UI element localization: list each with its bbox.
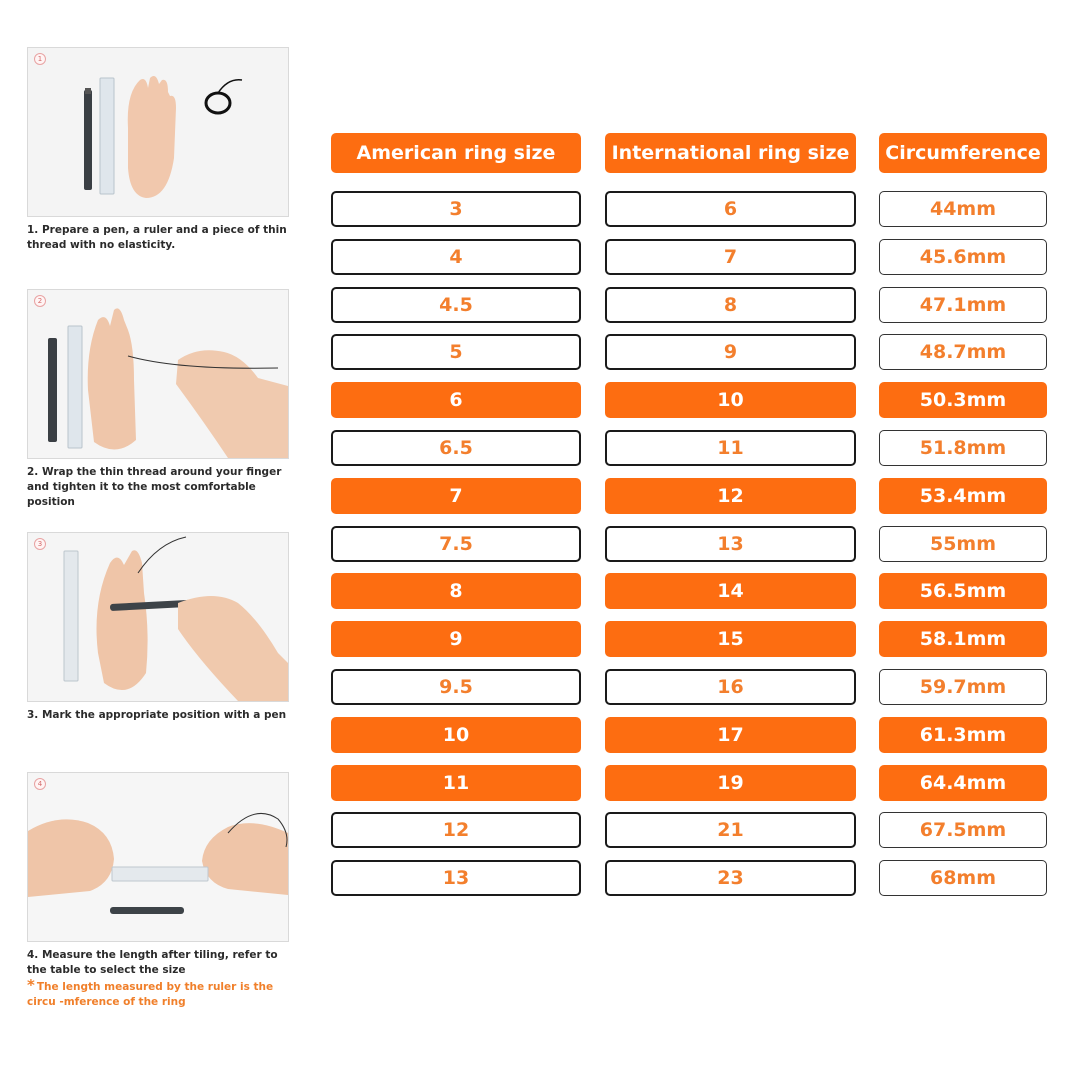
american-size-cell: 5 xyxy=(331,334,581,370)
column-international-size xyxy=(605,133,856,908)
international-size-cell: 7 xyxy=(605,239,856,275)
international-size-cell: 19 xyxy=(605,765,856,801)
step-3-photo xyxy=(27,532,289,702)
american-size-cell: 6.5 xyxy=(331,430,581,466)
step-number-badge: 1 xyxy=(34,53,46,65)
american-size-cell: 11 xyxy=(331,765,581,801)
circumference-cell: 56.5mm xyxy=(879,573,1047,609)
american-size-cell: 10 xyxy=(331,717,581,753)
asterisk-icon: * xyxy=(27,976,35,994)
circumference-cell: 51.8mm xyxy=(879,430,1047,466)
column-circumference xyxy=(879,133,1047,908)
circumference-cell: 67.5mm xyxy=(879,812,1047,848)
circumference-cell: 59.7mm xyxy=(879,669,1047,705)
header-american-size: American ring size xyxy=(331,133,581,173)
american-size-cell: 7.5 xyxy=(331,526,581,562)
international-size-cell: 13 xyxy=(605,526,856,562)
step-2-photo xyxy=(27,289,289,459)
american-size-cell: 13 xyxy=(331,860,581,896)
circumference-cell: 68mm xyxy=(879,860,1047,896)
american-size-cell: 7 xyxy=(331,478,581,514)
circumference-cell: 47.1mm xyxy=(879,287,1047,323)
international-size-cells xyxy=(605,191,856,896)
american-size-cells xyxy=(331,191,581,896)
step-number-badge: 2 xyxy=(34,295,46,307)
international-size-cell: 23 xyxy=(605,860,856,896)
step-number-badge: 4 xyxy=(34,778,46,790)
step-number-badge: 3 xyxy=(34,538,46,550)
circumference-cell: 45.6mm xyxy=(879,239,1047,275)
international-size-cell: 10 xyxy=(605,382,856,418)
measurement-note-text: The length measured by the ruler is the circu -mference of the ring xyxy=(27,981,274,1008)
circumference-cell: 55mm xyxy=(879,526,1047,562)
step-2 xyxy=(27,289,289,510)
column-american-size xyxy=(331,133,581,908)
circumference-cell: 53.4mm xyxy=(879,478,1047,514)
american-size-cell: 4 xyxy=(331,239,581,275)
step-1-photo xyxy=(27,47,289,217)
step-1 xyxy=(27,47,289,253)
circumference-cell: 48.7mm xyxy=(879,334,1047,370)
step-1-caption: 1. Prepare a pen, a ruler and a piece of thin thread with no elasticity. xyxy=(27,224,287,251)
header-circumference: Circumference xyxy=(879,133,1047,173)
circumference-cells xyxy=(879,191,1047,896)
step-4 xyxy=(27,772,289,1010)
american-size-cell: 9.5 xyxy=(331,669,581,705)
american-size-cell: 9 xyxy=(331,621,581,657)
international-size-cell: 6 xyxy=(605,191,856,227)
circumference-cell: 58.1mm xyxy=(879,621,1047,657)
measurement-note xyxy=(27,978,289,1010)
international-size-cell: 16 xyxy=(605,669,856,705)
international-size-cell: 14 xyxy=(605,573,856,609)
american-size-cell: 6 xyxy=(331,382,581,418)
american-size-cell: 12 xyxy=(331,812,581,848)
american-size-cell: 8 xyxy=(331,573,581,609)
step-3 xyxy=(27,532,289,723)
circumference-cell: 64.4mm xyxy=(879,765,1047,801)
circumference-cell: 61.3mm xyxy=(879,717,1047,753)
circumference-cell: 50.3mm xyxy=(879,382,1047,418)
circumference-cell: 44mm xyxy=(879,191,1047,227)
step-4-caption: 4. Measure the length after tiling, refer to the table to select the size xyxy=(27,949,278,976)
international-size-cell: 15 xyxy=(605,621,856,657)
header-international-size: International ring size xyxy=(605,133,856,173)
international-size-cell: 21 xyxy=(605,812,856,848)
step-4-photo xyxy=(27,772,289,942)
american-size-cell: 3 xyxy=(331,191,581,227)
international-size-cell: 11 xyxy=(605,430,856,466)
step-2-caption: 2. Wrap the thin thread around your finger and tighten it to the most comfortable position xyxy=(27,466,282,508)
international-size-cell: 12 xyxy=(605,478,856,514)
international-size-cell: 9 xyxy=(605,334,856,370)
step-3-caption: 3. Mark the appropriate position with a pen xyxy=(27,709,287,721)
international-size-cell: 8 xyxy=(605,287,856,323)
american-size-cell: 4.5 xyxy=(331,287,581,323)
international-size-cell: 17 xyxy=(605,717,856,753)
